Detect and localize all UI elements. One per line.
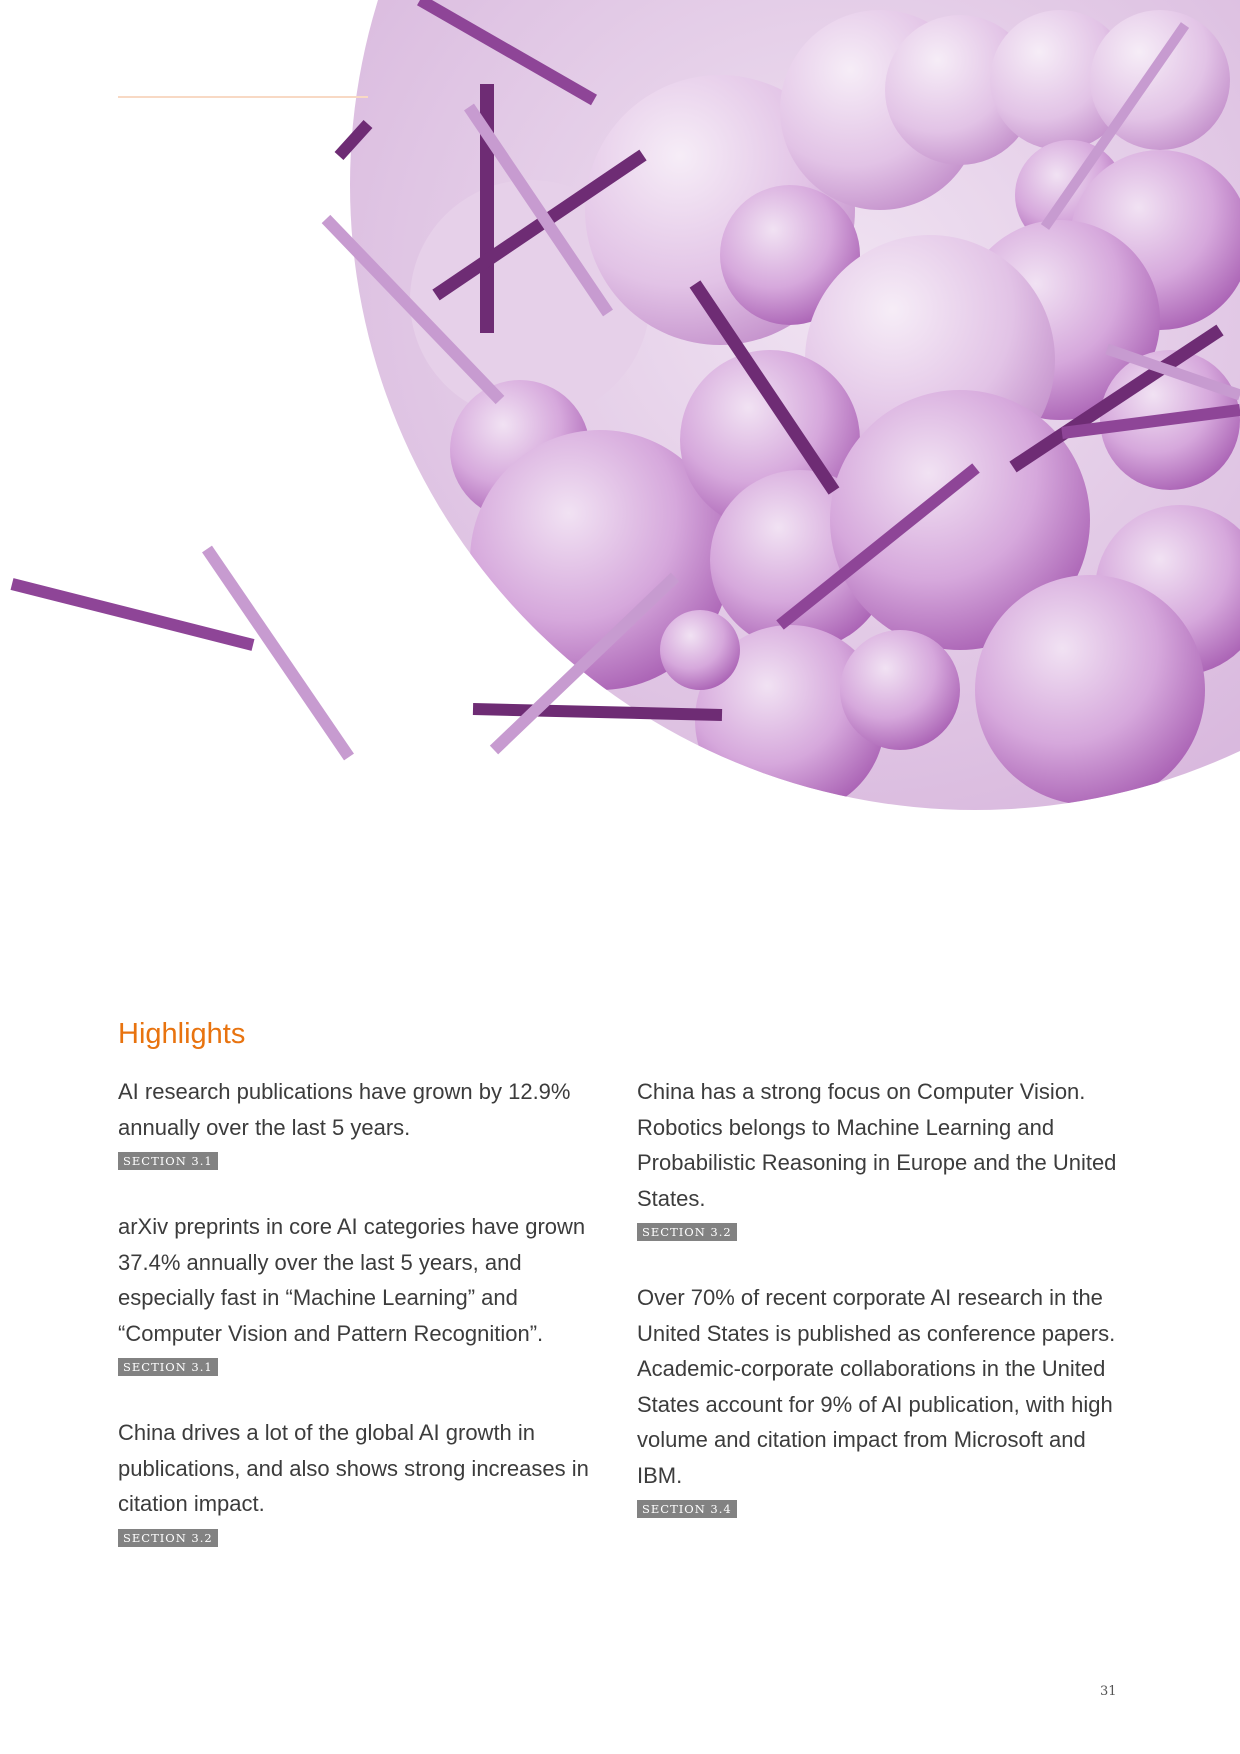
section-badge: SECTION 3.2 — [118, 1529, 218, 1547]
highlight-text: Over 70% of recent corporate AI research in the United States is published as conference papers. Academic-corporate collaborations in the United States account for 9% of AI publication, with high volume and citation impact from Microsoft and IBM. — [637, 1285, 1116, 1488]
highlight-text: China drives a lot of the global AI growth in publications, and also shows strong increases in citation impact. — [118, 1420, 589, 1516]
highlight-text: arXiv preprints in core AI categories have grown 37.4% annually over the last 5 years, and especially fast in “Machine Learning” and “Computer Vision and Pattern Recognition”. — [118, 1214, 586, 1346]
hero-illustration — [0, 0, 1240, 830]
section-badge: SECTION 3.1 — [118, 1358, 218, 1376]
highlight-item — [118, 1209, 608, 1376]
highlight-item — [118, 1074, 608, 1170]
highlight-item — [118, 1415, 608, 1547]
highlights-right-column — [637, 1074, 1127, 1557]
page-number: 31 — [1100, 1684, 1117, 1699]
section-badge: SECTION 3.1 — [118, 1152, 218, 1170]
highlight-text: China has a strong focus on Computer Vision. Robotics belongs to Machine Learning and Probabilistic Reasoning in Europe and the United States. — [637, 1079, 1117, 1211]
purple-spheres-artwork — [0, 0, 1240, 830]
highlight-item — [637, 1074, 1127, 1241]
section-badge: SECTION 3.4 — [637, 1500, 737, 1518]
highlights-left-column — [118, 1074, 608, 1586]
highlight-text: AI research publications have grown by 12.9% annually over the last 5 years. — [118, 1079, 571, 1140]
section-badge: SECTION 3.2 — [637, 1223, 737, 1241]
accent-rule — [118, 96, 368, 98]
highlight-item — [637, 1280, 1127, 1518]
highlights-heading: Highlights — [118, 1018, 246, 1050]
